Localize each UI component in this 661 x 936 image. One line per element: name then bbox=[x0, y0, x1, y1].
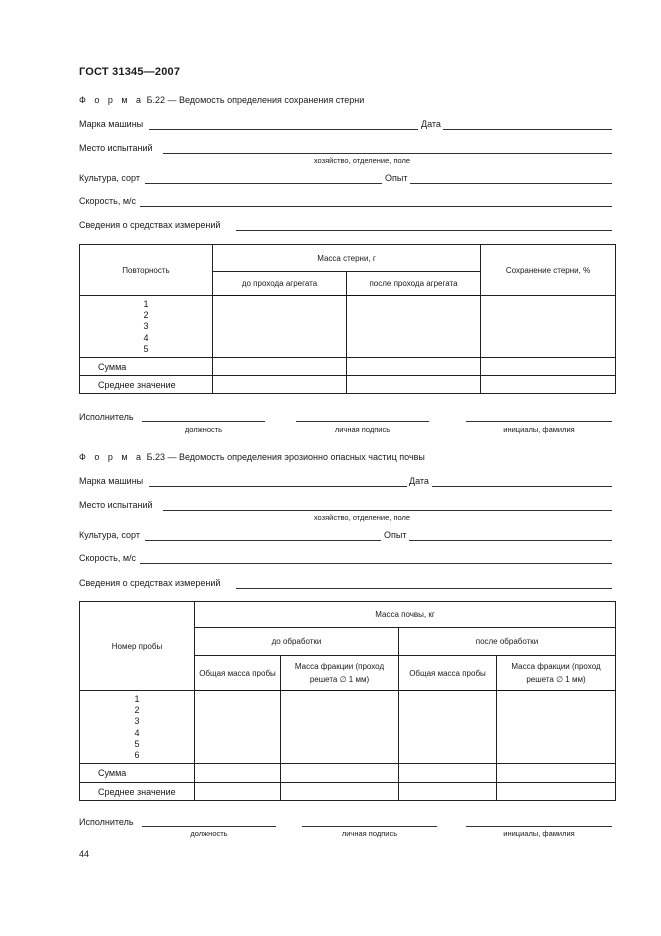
b23-col-sample: Номер пробы bbox=[80, 602, 195, 691]
b23-col-before: до обработки bbox=[195, 628, 399, 656]
b23-col-after: после обработки bbox=[399, 628, 616, 656]
b23-table bbox=[79, 601, 616, 801]
b22-place-field[interactable] bbox=[163, 153, 612, 154]
b23-row-number: 3 bbox=[134, 716, 140, 727]
b23-mean-before-total[interactable] bbox=[195, 783, 281, 801]
b23-row-number: 1 bbox=[134, 694, 140, 704]
page-number: 44 bbox=[79, 849, 90, 859]
b22-col-preserve: Сохранение стерни, % bbox=[481, 245, 616, 296]
b22-machine-label: Марка машины bbox=[79, 119, 144, 129]
b22-signature-hint: личная подпись bbox=[334, 425, 391, 434]
b22-sum-before[interactable] bbox=[213, 358, 347, 376]
b22-instruments-label: Сведения о средствах измерений bbox=[79, 220, 221, 230]
b23-speed-label: Скорость, м/с bbox=[79, 553, 137, 563]
b22-signature-field[interactable] bbox=[296, 421, 429, 422]
b23-position-hint: должность bbox=[190, 829, 228, 838]
form-b22-title-text: Б.22 — Ведомость определения сохранения стерни bbox=[146, 95, 365, 105]
b22-position-field[interactable] bbox=[142, 421, 265, 422]
b22-cell-preserve[interactable] bbox=[481, 296, 616, 358]
b23-date-field[interactable] bbox=[432, 486, 612, 487]
b23-name-hint: инициалы, фамилия bbox=[503, 829, 575, 838]
b22-crop-field[interactable] bbox=[145, 183, 382, 184]
b22-name-hint: инициалы, фамилия bbox=[503, 425, 575, 434]
b23-signature-field[interactable] bbox=[302, 826, 437, 827]
b22-row-number: 1 bbox=[143, 299, 149, 309]
b22-position-hint: должность bbox=[184, 425, 223, 434]
b22-instruments-field[interactable] bbox=[236, 230, 612, 231]
form-b22-title-prefix: Ф о р м а bbox=[79, 95, 145, 105]
b23-sum-before-total[interactable] bbox=[195, 764, 281, 783]
b23-speed-field[interactable] bbox=[140, 563, 612, 564]
b22-crop-label: Культура, сорт bbox=[79, 173, 140, 183]
b23-cell-before-fraction[interactable] bbox=[281, 691, 399, 764]
form-b23-title bbox=[79, 452, 425, 462]
b23-row-number: 2 bbox=[134, 705, 140, 716]
b22-sum-after[interactable] bbox=[347, 358, 481, 376]
b23-mean-after-total[interactable] bbox=[399, 783, 497, 801]
b23-mean-before-fraction[interactable] bbox=[281, 783, 399, 801]
b23-instruments-field[interactable] bbox=[236, 588, 612, 589]
b23-sample-numbers bbox=[80, 691, 195, 764]
b22-place-label: Место испытаний bbox=[79, 143, 153, 153]
b22-mean-label: Среднее значение bbox=[80, 376, 213, 394]
b22-speed-label: Скорость, м/с bbox=[79, 196, 137, 206]
b23-trial-label: Опыт bbox=[384, 530, 407, 540]
b22-cell-before[interactable] bbox=[213, 296, 347, 358]
b22-machine-field[interactable] bbox=[149, 129, 418, 130]
b22-mean-preserve[interactable] bbox=[481, 376, 616, 394]
document-code: ГОСТ 31345—2007 bbox=[79, 66, 181, 78]
b22-row-number: 2 bbox=[143, 310, 149, 321]
form-b23-title-prefix: Ф о р м а bbox=[79, 452, 145, 462]
b23-mean-label: Среднее значение bbox=[80, 783, 195, 801]
b23-date-label: Дата bbox=[409, 476, 429, 486]
b23-place-field[interactable] bbox=[163, 510, 612, 511]
b22-mean-before[interactable] bbox=[213, 376, 347, 394]
b22-sum-label: Сумма bbox=[80, 358, 213, 376]
b23-row-number: 5 bbox=[134, 738, 140, 749]
b22-row-number: 3 bbox=[143, 321, 149, 332]
b22-executor-label: Исполнитель bbox=[79, 412, 134, 422]
b23-col-after-fraction: Масса фракции (проход решета ∅ 1 мм) bbox=[497, 656, 616, 691]
b22-repeat-numbers bbox=[80, 296, 213, 358]
b22-cell-after[interactable] bbox=[347, 296, 481, 358]
b22-date-field[interactable] bbox=[443, 129, 612, 130]
b22-row-number: 4 bbox=[143, 332, 149, 343]
b23-name-field[interactable] bbox=[466, 826, 612, 827]
b22-trial-label: Опыт bbox=[385, 173, 408, 183]
b23-col-after-total: Общая масса пробы bbox=[399, 656, 497, 691]
b22-name-field[interactable] bbox=[466, 421, 612, 422]
b23-sum-before-fraction[interactable] bbox=[281, 764, 399, 783]
b23-signature-hint: личная подпись bbox=[341, 829, 398, 838]
form-b23-title-text: Б.23 — Ведомость определения эрозионно опасных частиц почвы bbox=[146, 452, 425, 462]
b23-executor-label: Исполнитель bbox=[79, 817, 134, 827]
b23-col-soil-mass: Масса почвы, кг bbox=[195, 602, 616, 628]
b22-date-label: Дата bbox=[421, 119, 441, 129]
b23-place-label: Место испытаний bbox=[79, 500, 153, 510]
b22-mean-after[interactable] bbox=[347, 376, 481, 394]
b23-col-before-total: Общая масса пробы bbox=[195, 656, 281, 691]
b23-machine-label: Марка машины bbox=[79, 476, 144, 486]
b23-cell-after-total[interactable] bbox=[399, 691, 497, 764]
b23-mean-after-fraction[interactable] bbox=[497, 783, 616, 801]
b23-crop-field[interactable] bbox=[145, 540, 381, 541]
b23-cell-after-fraction[interactable] bbox=[497, 691, 616, 764]
b23-sum-after-fraction[interactable] bbox=[497, 764, 616, 783]
b23-machine-field[interactable] bbox=[149, 486, 407, 487]
b23-position-field[interactable] bbox=[142, 826, 276, 827]
form-b22-title bbox=[79, 95, 364, 105]
b23-row-number: 4 bbox=[134, 727, 140, 738]
b22-sum-preserve[interactable] bbox=[481, 358, 616, 376]
b22-col-mass: Масса стерни, г bbox=[213, 245, 481, 272]
b22-speed-field[interactable] bbox=[140, 206, 612, 207]
b23-place-hint: хозяйство, отделение, поле bbox=[313, 513, 411, 522]
b22-col-before: до прохода агрегата bbox=[213, 272, 347, 296]
b22-trial-field[interactable] bbox=[410, 183, 612, 184]
b22-row-number: 5 bbox=[143, 343, 149, 354]
b22-table bbox=[79, 244, 616, 394]
b23-sum-label: Сумма bbox=[80, 764, 195, 783]
b23-sum-after-total[interactable] bbox=[399, 764, 497, 783]
b23-cell-before-total[interactable] bbox=[195, 691, 281, 764]
b22-col-repeat: Повторность bbox=[80, 245, 213, 296]
b23-row-number: 6 bbox=[134, 750, 140, 761]
b22-place-hint: хозяйство, отделение, поле bbox=[313, 156, 411, 165]
b23-col-before-fraction: Масса фракции (проход решета ∅ 1 мм) bbox=[281, 656, 399, 691]
b23-trial-field[interactable] bbox=[409, 540, 612, 541]
b22-col-after: после прохода агрегата bbox=[347, 272, 481, 296]
b23-crop-label: Культура, сорт bbox=[79, 530, 140, 540]
b23-instruments-label: Сведения о средствах измерений bbox=[79, 578, 221, 588]
